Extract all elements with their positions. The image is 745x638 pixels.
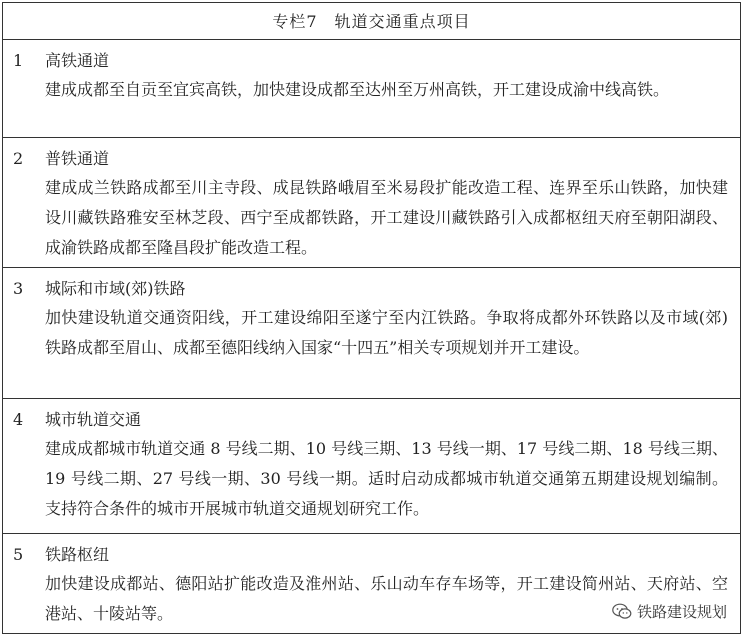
watermark-text: 铁路建设规划 bbox=[636, 603, 727, 621]
section-intercity-rail bbox=[3, 268, 740, 399]
section-body: 建成成都城市轨道交通 8 号线二期、10 号线三期、13 号线一期、17 号线二期、18 号线三期、19 号线二期、27 号线一期、30 号线一期。适时启动成都城市轨道交通第五期建设规划编制。支持符合条件的城市开展城市轨道交通规划研究工作。 bbox=[45, 439, 728, 518]
section-conventional-rail bbox=[3, 138, 740, 268]
section-number: 2 bbox=[13, 149, 24, 168]
section-number: 4 bbox=[13, 410, 24, 429]
section-number: 1 bbox=[13, 51, 24, 70]
section-heading: 城市轨道交通 bbox=[45, 410, 142, 429]
project-table bbox=[2, 2, 741, 634]
section-heading: 城际和市域(郊)铁路 bbox=[45, 279, 186, 298]
section-heading: 普铁通道 bbox=[45, 149, 110, 168]
section-heading: 高铁通道 bbox=[45, 51, 110, 70]
section-number: 3 bbox=[13, 279, 24, 298]
section-body: 建成成都至自贡至宜宾高铁，加快建设成都至达州至万州高铁，开工建设成渝中线高铁。 bbox=[45, 80, 670, 99]
section-body: 加快建设成都站、德阳站扩能改造及淮州站、乐山动车存车场等，开工建设简州站、天府站、空港站、十陵站等。 bbox=[45, 574, 728, 623]
section-heading: 铁路枢纽 bbox=[45, 545, 110, 564]
section-urban-rail bbox=[3, 399, 740, 534]
section-high-speed-rail bbox=[3, 40, 740, 138]
section-body: 加快建设轨道交通资阳线，开工建设绵阳至遂宁至内江铁路。争取将成都外环铁路以及市域(郊)铁路成都至眉山、成都至德阳线纳入国家“十四五”相关专项规划并开工建设。 bbox=[45, 308, 728, 357]
table-title: 专栏7 轨道交通重点项目 bbox=[3, 3, 740, 40]
wechat-icon bbox=[612, 603, 632, 620]
section-body: 建成成兰铁路成都至川主寺段、成昆铁路峨眉至米易段扩能改造工程、连界至乐山铁路，加快建设川藏铁路雅安至林芝段、西宁至成都铁路，开工建设川藏铁路引入成都枢纽天府至朝阳湖段、成渝铁路成都至隆昌段扩能改造工程。 bbox=[45, 178, 728, 257]
section-number: 5 bbox=[13, 545, 24, 564]
watermark bbox=[608, 599, 731, 624]
